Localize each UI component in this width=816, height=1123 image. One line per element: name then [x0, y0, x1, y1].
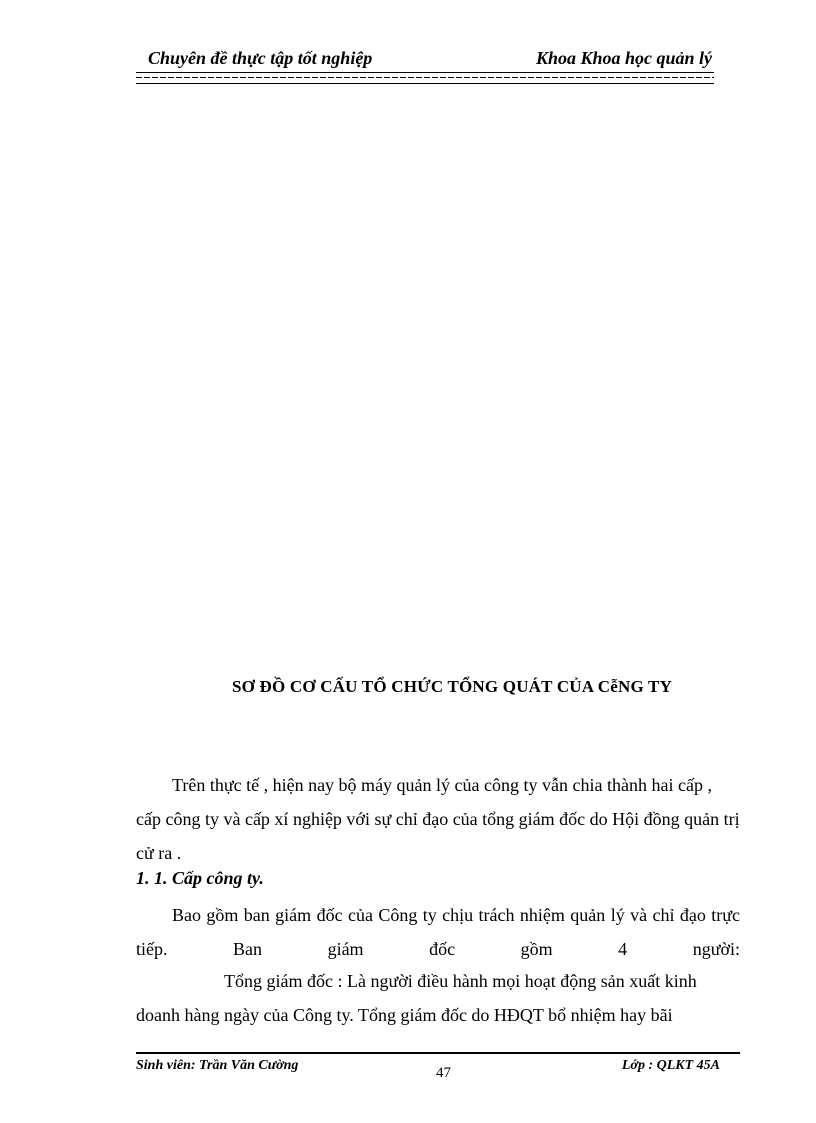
footer-student: Sinh viên: Trần Văn Cường [136, 1058, 299, 1073]
paragraph-board: Bao gồm ban giám đốc của Công ty chịu trách nhiệm quản lý và chỉ đạo trực tiếp. Ban giám đốc gồm 4 người: [136, 905, 740, 959]
paragraph-ceo: Tổng giám đốc : Là người điều hành mọi hoạt động sản xuất kinh doanh hàng ngày của Công ty. Tổng giám đốc do HĐQT bổ nhiệm hay bãi [136, 971, 697, 1025]
footer-class: Lớp : QLKT 45A [621, 1058, 720, 1073]
page-number: 47 [436, 1065, 451, 1081]
header-right-text: Khoa Khoa học quản lý [535, 48, 712, 68]
header-left-text: Chuyên đề thực tập tốt nghiệp [148, 48, 373, 68]
footer-divider [136, 1052, 740, 1054]
paragraph-intro: Trên thực tế , hiện nay bộ máy quản lý của công ty vẫn chia thành hai cấp , cấp công ty và cấp xí nghiệp với sự chỉ đạo của tổng giám đốc do Hội đồng quản trị cử ra . [136, 775, 740, 863]
heading-1-1: 1. 1. Cấp công ty. [136, 868, 264, 888]
header-divider [136, 72, 714, 84]
section-title: SƠ ĐỒ CƠ CẤU TỔ CHỨC TỔNG QUÁT CỦA CễNG TY [232, 677, 673, 696]
